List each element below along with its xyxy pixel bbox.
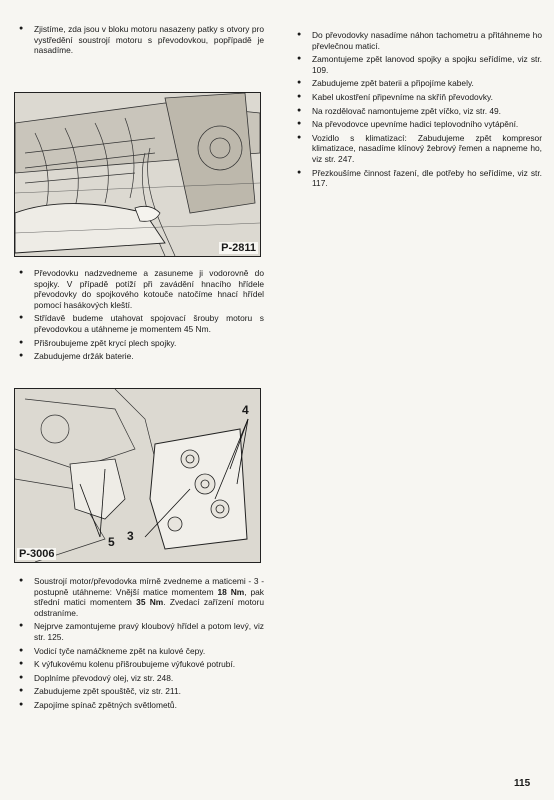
list-item: ● Nejprve zamontujeme pravý kloubový hřídel a potom levý, viz str. 125. <box>14 621 264 642</box>
left-bottom-list <box>14 576 264 714</box>
list-item: ● Převodovku nadzvedneme a zasuneme ji vodorovně do spojky. V případě potíží při zavádění hnacího hřídele převodovky do spojkového kotouče natočíme hnací hřídel pomocí hasákových kleští. <box>14 268 264 310</box>
callout-5: 5 <box>108 535 115 549</box>
list-item: ● Do převodovky nasadíme náhon tachometru a přitáhneme ho převlečnou maticí. <box>292 30 542 51</box>
list-item: ● Na převodovce upevníme hadici teplovodního vytápění. <box>292 119 542 130</box>
list-item: ● Zjistíme, zda jsou v bloku motoru nasazeny patky s otvory pro vystředění soustrojí motoru s převodovkou, popřípadě je nasadíme. <box>14 24 264 56</box>
figure-p2811 <box>14 92 261 257</box>
list-item: ● Soustrojí motor/převodovka mírně zvedneme a maticemi - 3 - postupně utáhneme: Vnější matice momentem 18 Nm, pak střední matici momentem 35 Nm. Zvedací zařízení motoru odstraníme. <box>14 576 264 618</box>
list-item: ● Kabel ukostření připevníme na skříň převodovky. <box>292 92 542 103</box>
page-number: 115 <box>514 778 531 789</box>
list-item: ● Zapojíme spínač zpětných světlometů. <box>14 700 264 711</box>
right-list <box>292 30 542 192</box>
list-item: ● K výfukovému kolenu přišroubujeme výfukové potrubí. <box>14 659 264 670</box>
figure-label: P-3006 <box>19 548 55 560</box>
list-item: ● Doplníme převodový olej, viz str. 248. <box>14 673 264 684</box>
list-item: ● Střídavě budeme utahovat spojovací šrouby motoru s převodovkou a utáhneme je momentem 45 Nm. <box>14 313 264 334</box>
list-item: ● Zabudujeme zpět baterii a připojíme kabely. <box>292 78 542 89</box>
list-item: ● Přezkoušíme činnost řazení, dle potřeby ho seřídíme, viz str. 117. <box>292 168 542 189</box>
callout-3: 3 <box>127 529 134 543</box>
left-mid-list <box>14 268 264 365</box>
list-item: ● Přišroubujeme zpět krycí plech spojky. <box>14 338 264 349</box>
list-item: ● Vodicí tyče namáčkneme zpět na kulové čepy. <box>14 646 264 657</box>
left-top-list <box>14 24 264 59</box>
list-item: ● Vozidlo s klimatizací: Zabudujeme zpět kompresor klimatizace, nasadíme klínový žebrový řemen a napneme ho, viz str. 247. <box>292 133 542 165</box>
engine-illustration <box>15 93 260 256</box>
list-item: ● Na rozdělovač namontujeme zpět víčko, viz str. 49. <box>292 106 542 117</box>
callout-4: 4 <box>242 403 249 417</box>
list-item: ● Zabudujeme zpět spouštěč, viz str. 211. <box>14 686 264 697</box>
list-item: ● Zabudujeme držák baterie. <box>14 351 264 362</box>
figure-p3006 <box>14 388 261 563</box>
figure-label: P-2811 <box>221 242 256 254</box>
list-item: ● Zamontujeme zpět lanovod spojky a spojku seřídíme, viz str. 109. <box>292 54 542 75</box>
transmission-mount-illustration <box>15 389 260 562</box>
